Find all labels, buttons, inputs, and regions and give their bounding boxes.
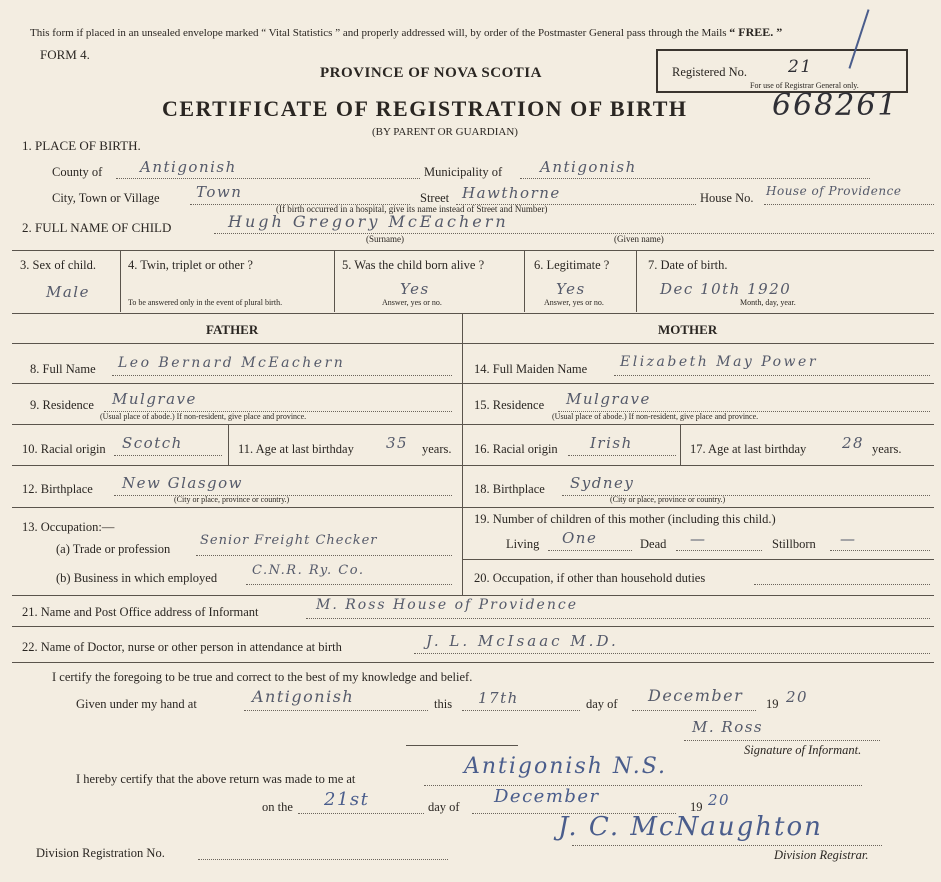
row-divider bbox=[12, 662, 934, 663]
father-occupation-label: 13. Occupation:— bbox=[22, 520, 115, 534]
father-racial-label: 10. Racial origin bbox=[22, 442, 106, 456]
certificate-number: 668261 bbox=[772, 88, 899, 123]
municipality-value: Antigonish bbox=[540, 158, 637, 176]
mother-racial-line bbox=[568, 455, 676, 456]
legitimate-note: Answer, yes or no. bbox=[544, 298, 604, 307]
stillborn-value: — bbox=[840, 530, 857, 548]
separator-line bbox=[406, 745, 518, 746]
municipality-line bbox=[520, 178, 870, 179]
street-label: Street bbox=[420, 191, 450, 205]
living-line bbox=[548, 550, 632, 551]
given-at-value: Antigonish bbox=[252, 687, 355, 706]
informant-label: 21. Name and Post Office address of Informant bbox=[22, 605, 259, 619]
mother-name-value: Elizabeth May Power bbox=[620, 354, 819, 370]
doctor-value: J. L. McIsaac M.D. bbox=[426, 632, 619, 650]
month-value: December bbox=[648, 686, 744, 705]
twin-note: To be answered only in the event of plural birth. bbox=[128, 298, 283, 307]
row-divider bbox=[12, 424, 934, 425]
registrar-signature-line bbox=[572, 845, 882, 846]
mother-years-label: years. bbox=[872, 442, 902, 456]
alive-value: Yes bbox=[400, 280, 430, 298]
row-divider bbox=[12, 595, 934, 596]
registrar-note: For use of Registrar General only. bbox=[750, 81, 859, 90]
col-divider bbox=[636, 250, 637, 312]
place-section-heading: 1. PLACE OF BIRTH. bbox=[22, 138, 141, 153]
registrar-year-value: 20 bbox=[708, 791, 731, 809]
registrar-place-line bbox=[424, 785, 862, 786]
row-divider bbox=[12, 313, 934, 314]
business-line bbox=[246, 584, 452, 585]
city-value: Town bbox=[196, 183, 243, 201]
mother-birthplace-label: 18. Birthplace bbox=[474, 482, 545, 496]
county-value: Antigonish bbox=[140, 158, 237, 176]
city-label: City, Town or Village bbox=[52, 191, 160, 205]
father-residence-note: (Usual place of abode.) If non-resident, give place and province. bbox=[100, 412, 307, 421]
house-line bbox=[764, 204, 934, 205]
house-label: House No. bbox=[700, 191, 754, 205]
col-divider bbox=[228, 424, 229, 465]
business-value: C.N.R. Ry. Co. bbox=[252, 563, 365, 578]
legitimate-value: Yes bbox=[556, 280, 586, 298]
mail-notice bbox=[30, 25, 782, 40]
row-divider bbox=[12, 250, 934, 251]
father-age-value: 35 bbox=[386, 434, 409, 452]
col-divider bbox=[680, 424, 681, 465]
given-at-label: Given under my hand at bbox=[76, 697, 197, 711]
informant-signature-label: Signature of Informant. bbox=[744, 743, 862, 757]
children-count-label: 19. Number of children of this mother (including this child.) bbox=[474, 512, 776, 526]
mother-name-line bbox=[614, 375, 930, 376]
this-value: 17th bbox=[478, 689, 519, 707]
father-racial-line bbox=[114, 455, 222, 456]
certificate-subtitle: (BY PARENT OR GUARDIAN) bbox=[372, 126, 518, 138]
sex-value: Male bbox=[46, 283, 90, 301]
month-line bbox=[632, 710, 756, 711]
surname-note: (Surname) bbox=[366, 234, 404, 244]
certificate-title: CERTIFICATE OF REGISTRATION OF BIRTH bbox=[162, 96, 688, 121]
row-divider bbox=[12, 507, 934, 508]
this-label: this bbox=[434, 697, 453, 711]
col-divider bbox=[120, 250, 121, 312]
municipality-label: Municipality of bbox=[424, 165, 503, 179]
trade-label: (a) Trade or profession bbox=[56, 542, 171, 556]
doctor-line bbox=[414, 653, 930, 654]
father-heading: FATHER bbox=[206, 322, 259, 337]
on-the-label: on the bbox=[262, 800, 293, 814]
alive-label: 5. Was the child born alive ? bbox=[342, 258, 485, 272]
day-of-label: day of bbox=[586, 697, 618, 711]
registrar-signature: J. C. McNaughton bbox=[558, 812, 823, 842]
father-birthplace-label: 12. Birthplace bbox=[22, 482, 93, 496]
date-of-birth-value: Dec 10th 1920 bbox=[660, 280, 792, 298]
col-divider bbox=[334, 250, 335, 312]
informant-signature-line bbox=[684, 740, 880, 741]
hospital-note: (If birth occurred in a hospital, give its name instead of Street and Number) bbox=[276, 204, 548, 214]
mother-residence-value: Mulgrave bbox=[566, 390, 651, 408]
mail-notice-text: This form if placed in an unsealed envelope marked “ Vital Statistics ” and properly addressed will, by order of the Postmaster General pass through the Mails bbox=[30, 27, 727, 39]
living-label: Living bbox=[506, 537, 540, 551]
mother-racial-value: Irish bbox=[590, 434, 633, 452]
legitimate-label: 6. Legitimate ? bbox=[534, 258, 610, 272]
date-of-birth-note: Month, day, year. bbox=[740, 298, 796, 307]
registrar-day-value: 21st bbox=[324, 789, 370, 810]
given-at-line bbox=[244, 710, 428, 711]
living-value: One bbox=[562, 529, 598, 547]
parents-divider bbox=[462, 313, 463, 595]
this-line bbox=[462, 710, 580, 711]
mother-occupation-label: 20. Occupation, if other than household duties bbox=[474, 571, 706, 585]
certify-statement: I certify the foregoing to be true and correct to the best of my knowledge and belief. bbox=[52, 670, 473, 684]
dead-label: Dead bbox=[640, 537, 667, 551]
row-divider bbox=[462, 559, 934, 560]
father-name-line bbox=[112, 375, 452, 376]
registrar-month-value: December bbox=[494, 786, 600, 807]
father-years-label: years. bbox=[422, 442, 452, 456]
row-divider bbox=[12, 343, 934, 344]
col-divider bbox=[524, 250, 525, 312]
registrar-place-value: Antigonish N.S. bbox=[464, 754, 668, 779]
informant-line bbox=[306, 618, 930, 619]
mother-heading: MOTHER bbox=[658, 322, 718, 337]
dead-line bbox=[676, 550, 762, 551]
stillborn-label: Stillborn bbox=[772, 537, 816, 551]
given-name-note: (Given name) bbox=[614, 234, 664, 244]
province-heading: PROVINCE OF NOVA SCOTIA bbox=[320, 65, 542, 81]
informant-signature: M. Ross bbox=[692, 718, 764, 736]
form-number: FORM 4. bbox=[40, 47, 90, 62]
registered-box bbox=[656, 49, 908, 93]
mother-birthplace-note: (City or place, province or country.) bbox=[610, 495, 726, 504]
dead-value: — bbox=[690, 530, 707, 548]
registered-label: Registered No. bbox=[672, 65, 747, 79]
year-value: 20 bbox=[786, 688, 809, 706]
mother-residence-note: (Usual place of abode.) If non-resident, give place and province. bbox=[552, 412, 759, 421]
registrar-year-prefix: 19 bbox=[690, 800, 703, 814]
row-divider bbox=[12, 626, 934, 627]
mother-occupation-line bbox=[754, 584, 930, 585]
father-name-value: Leo Bernard McEachern bbox=[118, 355, 346, 371]
father-racial-value: Scotch bbox=[122, 434, 183, 452]
twin-label: 4. Twin, triplet or other ? bbox=[128, 258, 253, 272]
division-registration-label: Division Registration No. bbox=[36, 846, 165, 860]
child-name-value: Hugh Gregory McEachern bbox=[228, 212, 509, 231]
county-label: County of bbox=[52, 165, 103, 179]
trade-line bbox=[196, 555, 452, 556]
alive-note: Answer, yes or no. bbox=[382, 298, 442, 307]
mother-birthplace-value: Sydney bbox=[570, 474, 635, 492]
stillborn-line bbox=[830, 550, 930, 551]
date-of-birth-label: 7. Date of birth. bbox=[648, 258, 728, 272]
registrar-statement: I hereby certify that the above return was made to me at bbox=[76, 772, 356, 786]
child-name-line bbox=[214, 233, 934, 234]
doctor-label: 22. Name of Doctor, nurse or other person in attendance at birth bbox=[22, 640, 342, 654]
division-registration-line bbox=[198, 859, 448, 860]
father-birthplace-note: (City or place, province or country.) bbox=[174, 495, 290, 504]
informant-value: M. Ross House of Providence bbox=[316, 597, 578, 613]
mother-racial-label: 16. Racial origin bbox=[474, 442, 558, 456]
father-birthplace-value: New Glasgow bbox=[122, 474, 244, 492]
on-the-line bbox=[298, 813, 424, 814]
street-value: Hawthorne bbox=[462, 184, 561, 202]
registered-value: 21 bbox=[788, 57, 813, 77]
mother-age-value: 28 bbox=[842, 434, 865, 452]
mother-residence-label: 15. Residence bbox=[474, 398, 545, 412]
father-residence-value: Mulgrave bbox=[112, 390, 197, 408]
father-name-label: 8. Full Name bbox=[30, 362, 96, 376]
sex-label: 3. Sex of child. bbox=[20, 258, 97, 272]
father-age-label: 11. Age at last birthday bbox=[238, 442, 354, 456]
registrar-day-of-label: day of bbox=[428, 800, 460, 814]
year-prefix: 19 bbox=[766, 697, 779, 711]
father-residence-label: 9. Residence bbox=[30, 398, 94, 412]
row-divider bbox=[12, 383, 934, 384]
mother-age-label: 17. Age at last birthday bbox=[690, 442, 807, 456]
division-registrar-label: Division Registrar. bbox=[774, 848, 869, 862]
free-label: “ FREE. ” bbox=[729, 25, 783, 39]
row-divider bbox=[12, 465, 934, 466]
child-name-label: 2. FULL NAME OF CHILD bbox=[22, 220, 172, 235]
house-value: House of Providence bbox=[766, 184, 902, 198]
business-label: (b) Business in which employed bbox=[56, 571, 218, 585]
trade-value: Senior Freight Checker bbox=[200, 533, 378, 548]
county-line bbox=[116, 178, 420, 179]
mother-name-label: 14. Full Maiden Name bbox=[474, 362, 588, 376]
